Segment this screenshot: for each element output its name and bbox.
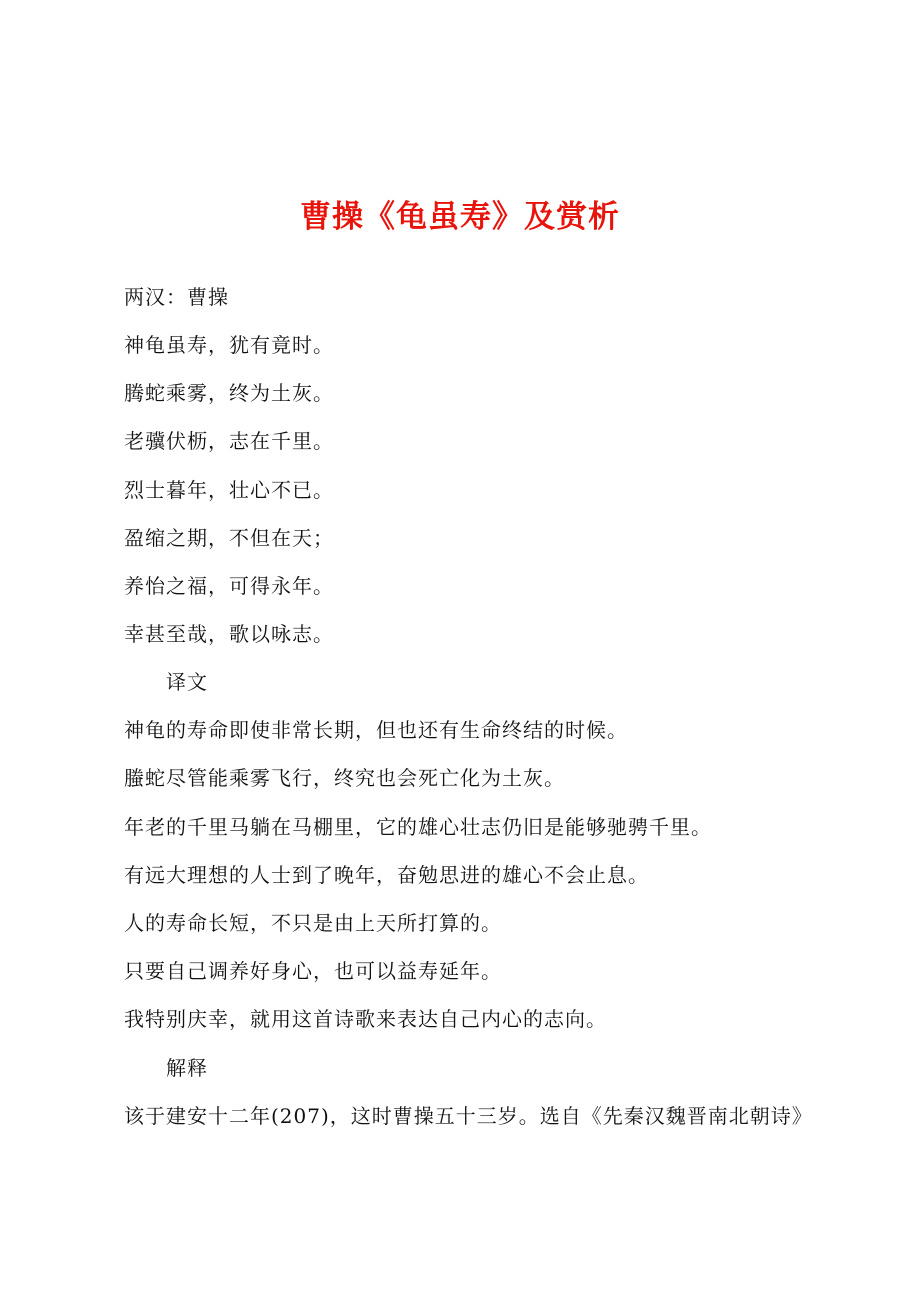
poem-line: 幸甚至哉，歌以咏志。 [124, 622, 334, 646]
translation-line: 年老的千里马躺在马棚里，它的雄心壮志仍旧是能够驰骋千里。 [124, 815, 712, 839]
translation-line: 人的寿命长短，不只是由上天所打算的。 [124, 911, 502, 935]
translation-line: 只要自己调养好身心，也可以益寿延年。 [124, 959, 502, 983]
poem-line: 烈士暮年，壮心不已。 [124, 478, 334, 502]
poem-line: 腾蛇乘雾，终为土灰。 [124, 381, 334, 405]
translation-heading: 译文 [166, 670, 208, 694]
poem-line: 神龟虽寿，犹有竟时。 [124, 333, 334, 357]
translation-line: 有远大理想的人士到了晚年，奋勉思进的雄心不会止息。 [124, 863, 649, 887]
document-title: 曹操《龟虽寿》及赏析 [300, 199, 620, 235]
author-line: 两汉：曹操 [124, 285, 229, 309]
translation-line: 我特别庆幸，就用这首诗歌来表达自己内心的志向。 [124, 1007, 607, 1031]
poem-line: 老骥伏枥，志在千里。 [124, 429, 334, 453]
notes-heading: 解释 [166, 1056, 208, 1080]
poem-line: 养怡之福，可得永年。 [124, 574, 334, 598]
translation-line: 神龟的寿命即使非常长期，但也还有生命终结的时候。 [124, 718, 628, 742]
poem-line: 盈缩之期，不但在天； [124, 526, 334, 550]
translation-line: 螣蛇尽管能乘雾飞行，终究也会死亡化为土灰。 [124, 766, 565, 790]
notes-line: 该于建安十二年(207)，这时曹操五十三岁。选自《先秦汉魏晋南北朝诗》 [124, 1104, 813, 1128]
